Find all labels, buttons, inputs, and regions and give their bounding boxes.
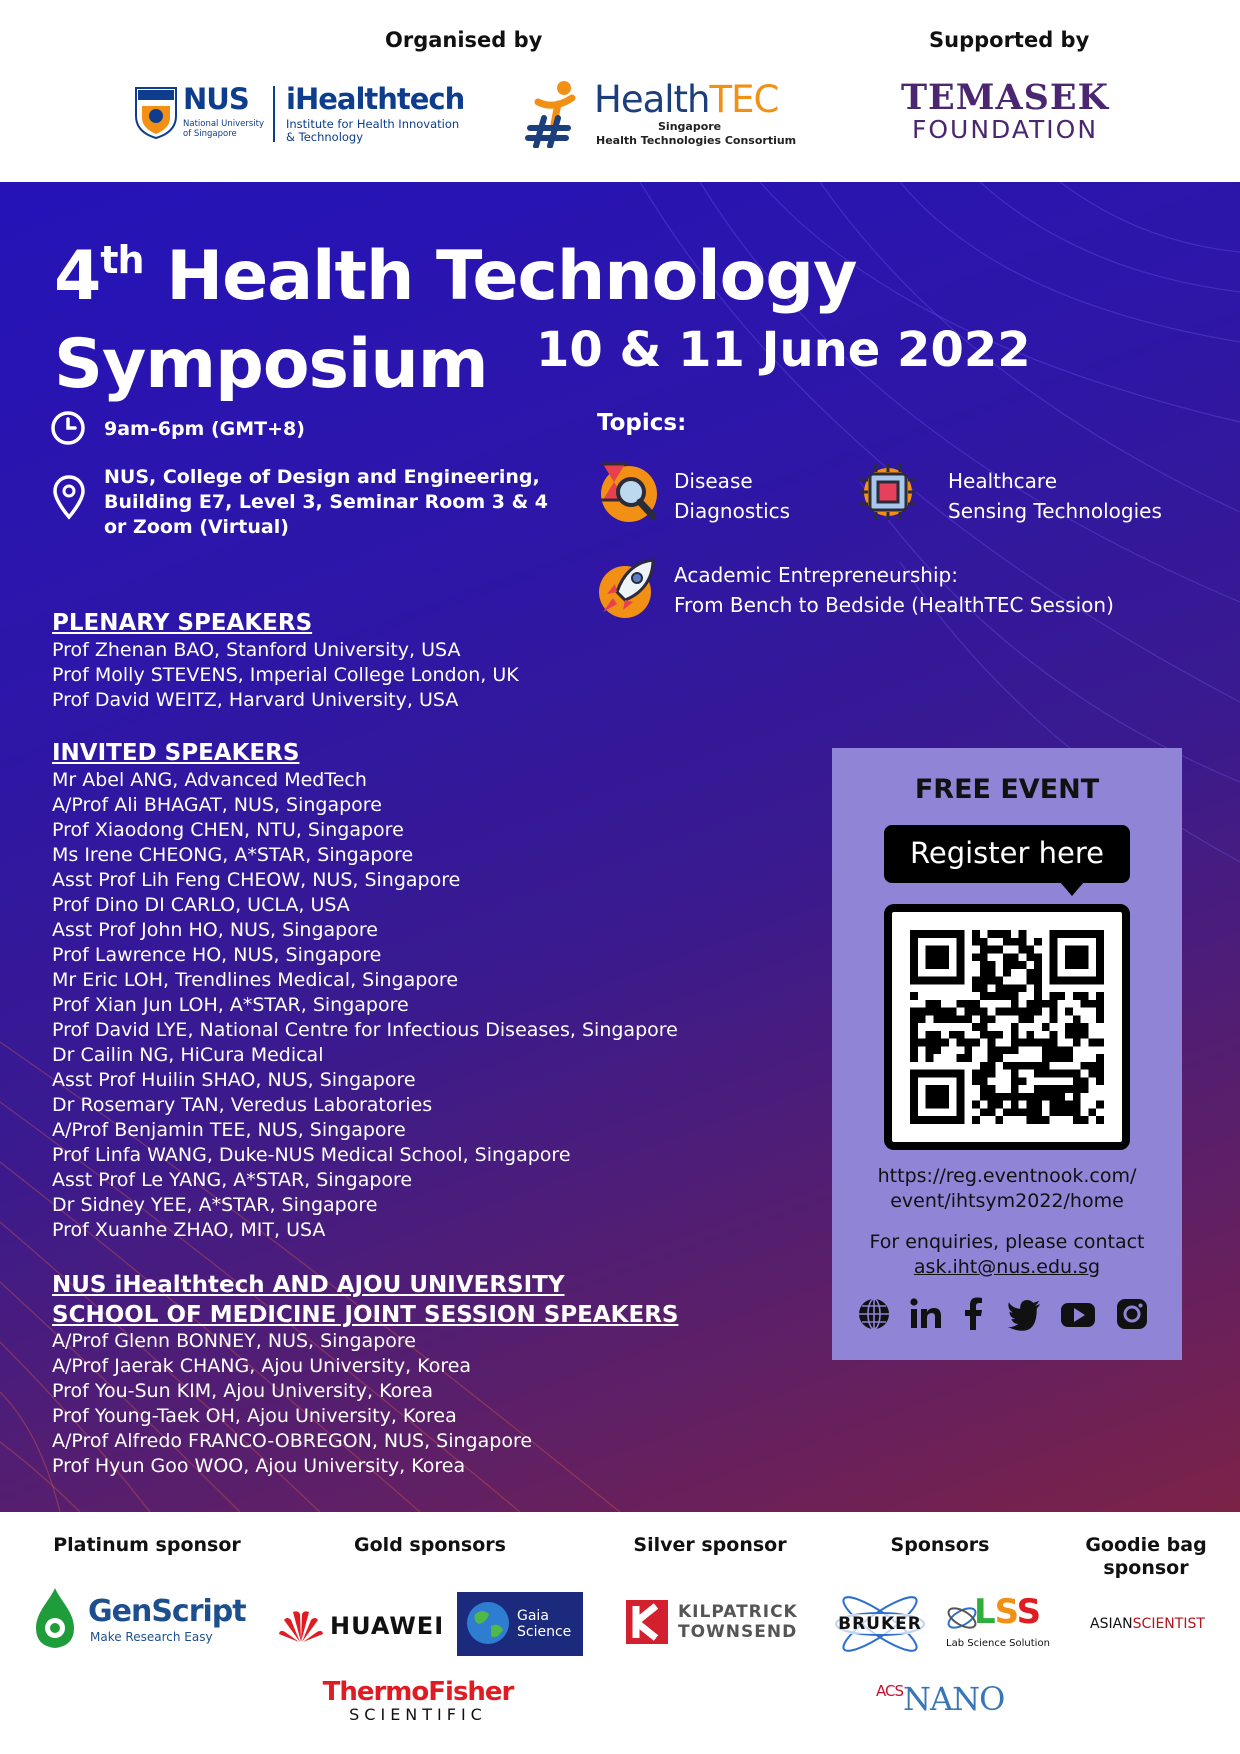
list-item: Prof Molly STEVENS, Imperial College London, UK [52, 664, 519, 686]
clock-icon [50, 410, 86, 446]
bruker-logo [830, 1596, 930, 1652]
qr-code-frame[interactable] [884, 904, 1130, 1150]
event-title [54, 216, 856, 409]
organised-by-label: Organised by [385, 28, 543, 52]
chip-icon [856, 460, 920, 524]
list-item: Prof Hyun Goo WOO, Ajou University, Korea [52, 1455, 466, 1477]
title-text-line1: Health Technology [166, 237, 857, 316]
list-item: Asst Prof John HO, NUS, Singapore [52, 919, 378, 941]
gaia-text [517, 1608, 571, 1640]
huawei-wordmark: HUAWEI [330, 1612, 445, 1640]
gaia-line2: Science [517, 1624, 572, 1640]
silver-sponsor-label: Silver sponsor [633, 1534, 787, 1556]
genscript-wordmark: GenScript [88, 1594, 246, 1629]
main-panel [0, 182, 1240, 1512]
venue-line3: or Zoom (Virtual) [104, 516, 289, 538]
list-item: Dr Sidney YEE, A*STAR, Singapore [52, 1194, 378, 1216]
ihealthtech-subtitle [286, 118, 459, 144]
invited-heading: INVITED SPEAKERS [52, 740, 300, 766]
healthtec-tec: TEC [709, 78, 779, 121]
lss-logo [944, 1594, 1054, 1654]
qr-code-icon[interactable] [910, 930, 1104, 1124]
nus-sub-line2: of Singapore [183, 129, 237, 139]
joint-speaker-list [52, 1329, 532, 1479]
event-time: 9am-6pm (GMT+8) [104, 418, 305, 440]
genscript-drop-icon [32, 1586, 78, 1650]
topic1-line2: Diagnostics [674, 499, 791, 523]
list-item: Dr Cailin NG, HiCura Medical [52, 1044, 324, 1066]
location-pin-icon [52, 474, 86, 520]
supported-by-label: Supported by [929, 28, 1090, 52]
logo-divider [273, 86, 275, 142]
linkedin-icon[interactable] [908, 1296, 944, 1332]
list-item: A/Prof Alfredo FRANCO-OBREGON, NUS, Singapore [52, 1430, 533, 1452]
list-item: Ms Irene CHEONG, A*STAR, Singapore [52, 844, 414, 866]
header [0, 0, 1240, 182]
nus-wordmark: NUS [183, 82, 249, 116]
list-item: Mr Abel ANG, Advanced MedTech [52, 769, 367, 791]
acs-nano-logo [876, 1680, 1004, 1720]
list-item: A/Prof Jaerak CHANG, Ajou University, Korea [52, 1355, 472, 1377]
joint-heading-line1: NUS iHealthtech AND AJOU UNIVERSITY [52, 1272, 565, 1298]
huawei-logo [278, 1608, 445, 1644]
invited-speaker-list [52, 768, 678, 1243]
iht-sub-line1: Institute for Health Innovation [286, 117, 460, 131]
list-item: A/Prof Benjamin TEE, NUS, Singapore [52, 1119, 406, 1141]
joint-session-heading [52, 1270, 752, 1330]
register-url[interactable] [832, 1164, 1182, 1214]
topic3-line2: From Bench to Bedside (HealthTEC Session) [674, 593, 1114, 617]
list-item: Asst Prof Lih Feng CHEOW, NUS, Singapore [52, 869, 461, 891]
facebook-icon[interactable] [956, 1296, 992, 1332]
acs-text: ACS [876, 1682, 903, 1700]
title-line2: Symposium [54, 325, 488, 404]
kilpatrick-line1: KILPATRICK [678, 1602, 798, 1622]
plenary-speaker-list [52, 638, 519, 713]
goodie-bag-sponsor-label [1062, 1534, 1230, 1580]
list-item: Asst Prof Huilin SHAO, NUS, Singapore [52, 1069, 416, 1091]
temasek-foundation-logo [900, 77, 1110, 144]
enquiry-email-link[interactable]: ask.iht@nus.edu.sg [913, 1256, 1101, 1278]
nus-crest-icon [134, 86, 178, 140]
topic1-line1: Disease [674, 469, 753, 493]
list-item: Prof Xuanhe ZHAO, MIT, USA [52, 1219, 326, 1241]
list-item: Prof You-Sun KIM, Ajou University, Korea [52, 1380, 433, 1402]
topic-healthcare-sensing [948, 466, 1162, 526]
healthtec-figure-icon [524, 80, 584, 148]
globe-icon[interactable] [856, 1296, 892, 1332]
healthtec-health: Health [594, 78, 710, 121]
rocket-icon [595, 556, 659, 620]
list-item: Prof Lawrence HO, NUS, Singapore [52, 944, 382, 966]
register-button[interactable]: Register here [884, 825, 1130, 883]
list-item: A/Prof Ali BHAGAT, NUS, Singapore [52, 794, 382, 816]
nano-text: NANO [903, 1680, 1005, 1718]
enquiry-text: For enquiries, please contact [869, 1231, 1145, 1253]
topic3-line1: Academic Entrepreneurship: [674, 563, 958, 587]
huawei-flower-icon [278, 1608, 324, 1644]
thermofisher-wordmark: ThermoFisher [322, 1677, 514, 1707]
gaia-science-logo [457, 1592, 583, 1656]
topic2-line1: Healthcare [948, 469, 1058, 493]
list-item: Dr Rosemary TAN, Veredus Laboratories [52, 1094, 433, 1116]
genscript-tagline: Make Research Easy [90, 1630, 213, 1644]
diagnostics-icon [595, 460, 659, 524]
event-venue [104, 465, 584, 540]
topic-academic-entrepreneurship [674, 560, 1114, 620]
gold-sponsors-label: Gold sponsors [354, 1534, 506, 1556]
list-item: Mr Eric LOH, Trendlines Medical, Singapore [52, 969, 459, 991]
kilpatrick-k-icon [626, 1600, 668, 1644]
healthtec-logo [524, 78, 797, 150]
instagram-icon[interactable] [1114, 1296, 1150, 1332]
nus-iht-logo [134, 84, 494, 148]
healthtec-subtitle: Health Technologies Consortium [596, 134, 797, 147]
lss-tagline: Lab Science Solution [946, 1638, 1050, 1649]
url-line2[interactable]: event/ihtsym2022/home [890, 1190, 1124, 1212]
kilpatrick-townsend-logo [626, 1600, 806, 1648]
list-item: Prof Young-Taek OH, Ajou University, Korea [52, 1405, 457, 1427]
kilpatrick-text [678, 1602, 798, 1642]
asian-scientist-b: SCIENTIST [1132, 1616, 1205, 1632]
globe-icon [465, 1600, 511, 1646]
sponsors-section [0, 1512, 1240, 1754]
temasek-line2: FOUNDATION [911, 115, 1099, 144]
asian-scientist-a: ASIAN [1090, 1616, 1133, 1632]
platinum-sponsor-label: Platinum sponsor [53, 1534, 241, 1556]
temasek-line1: TEMASEK [901, 77, 1109, 118]
iht-sub-line2: & Technology [286, 130, 364, 144]
title-ordinal: 4 [54, 237, 101, 316]
free-event-label: FREE EVENT [914, 774, 1100, 805]
thermofisher-logo [318, 1678, 518, 1724]
event-date: 10 & 11 June 2022 [536, 322, 1031, 378]
genscript-logo [32, 1586, 252, 1652]
list-item: Asst Prof Le YANG, A*STAR, Singapore [52, 1169, 413, 1191]
topic-disease-diagnostics [674, 466, 790, 526]
list-item: Prof Xian Jun LOH, A*STAR, Singapore [52, 994, 409, 1016]
sponsors-label: Sponsors [890, 1534, 990, 1556]
venue-line2: Building E7, Level 3, Seminar Room 3 & 4 [104, 491, 548, 513]
asian-scientist-logo [1090, 1616, 1205, 1632]
healthtec-country: Singapore [658, 120, 722, 133]
social-icons [856, 1296, 1162, 1336]
list-item: Prof Linfa WANG, Duke-NUS Medical School, Singapore [52, 1144, 571, 1166]
lss-wordmark: LSS [974, 1592, 1041, 1632]
list-item: Prof David LYE, National Centre for Infectious Diseases, Singapore [52, 1019, 678, 1041]
plenary-heading: PLENARY SPEAKERS [52, 610, 313, 636]
youtube-icon[interactable] [1060, 1296, 1096, 1332]
list-item: A/Prof Glenn BONNEY, NUS, Singapore [52, 1330, 416, 1352]
twitter-icon[interactable] [1006, 1296, 1042, 1332]
thermofisher-sub: SCIENTIFIC [349, 1705, 487, 1724]
goodie-line2: sponsor [1103, 1557, 1189, 1579]
list-item: Prof David WEITZ, Harvard University, USA [52, 689, 459, 711]
list-item: Prof Dino DI CARLO, UCLA, USA [52, 894, 350, 916]
ihealthtech-wordmark: iHealthtech [286, 82, 465, 116]
joint-heading-line2: SCHOOL OF MEDICINE JOINT SESSION SPEAKERS [52, 1302, 679, 1328]
bruker-wordmark: BRUKER [834, 1614, 926, 1634]
venue-line1: NUS, College of Design and Engineering, [104, 466, 540, 488]
gaia-line1: Gaia [517, 1608, 549, 1624]
enquiry-block [832, 1230, 1182, 1280]
nus-sub-line1: National University [183, 119, 264, 129]
url-line1[interactable]: https://reg.eventnook.com/ [877, 1165, 1137, 1187]
register-button-pointer [1060, 882, 1084, 896]
healthtec-wordmark [594, 78, 778, 121]
goodie-line1: Goodie bag [1085, 1534, 1207, 1556]
title-line1 [54, 216, 856, 321]
title-ordinal-suffix: th [100, 238, 144, 282]
topics-heading: Topics: [597, 410, 687, 436]
list-item: Prof Xiaodong CHEN, NTU, Singapore [52, 819, 404, 841]
kilpatrick-line2: TOWNSEND [678, 1622, 798, 1642]
nus-subtitle [183, 119, 264, 139]
topic2-line2: Sensing Technologies [948, 499, 1162, 523]
register-card [832, 748, 1182, 1360]
list-item: Prof Zhenan BAO, Stanford University, USA [52, 639, 461, 661]
